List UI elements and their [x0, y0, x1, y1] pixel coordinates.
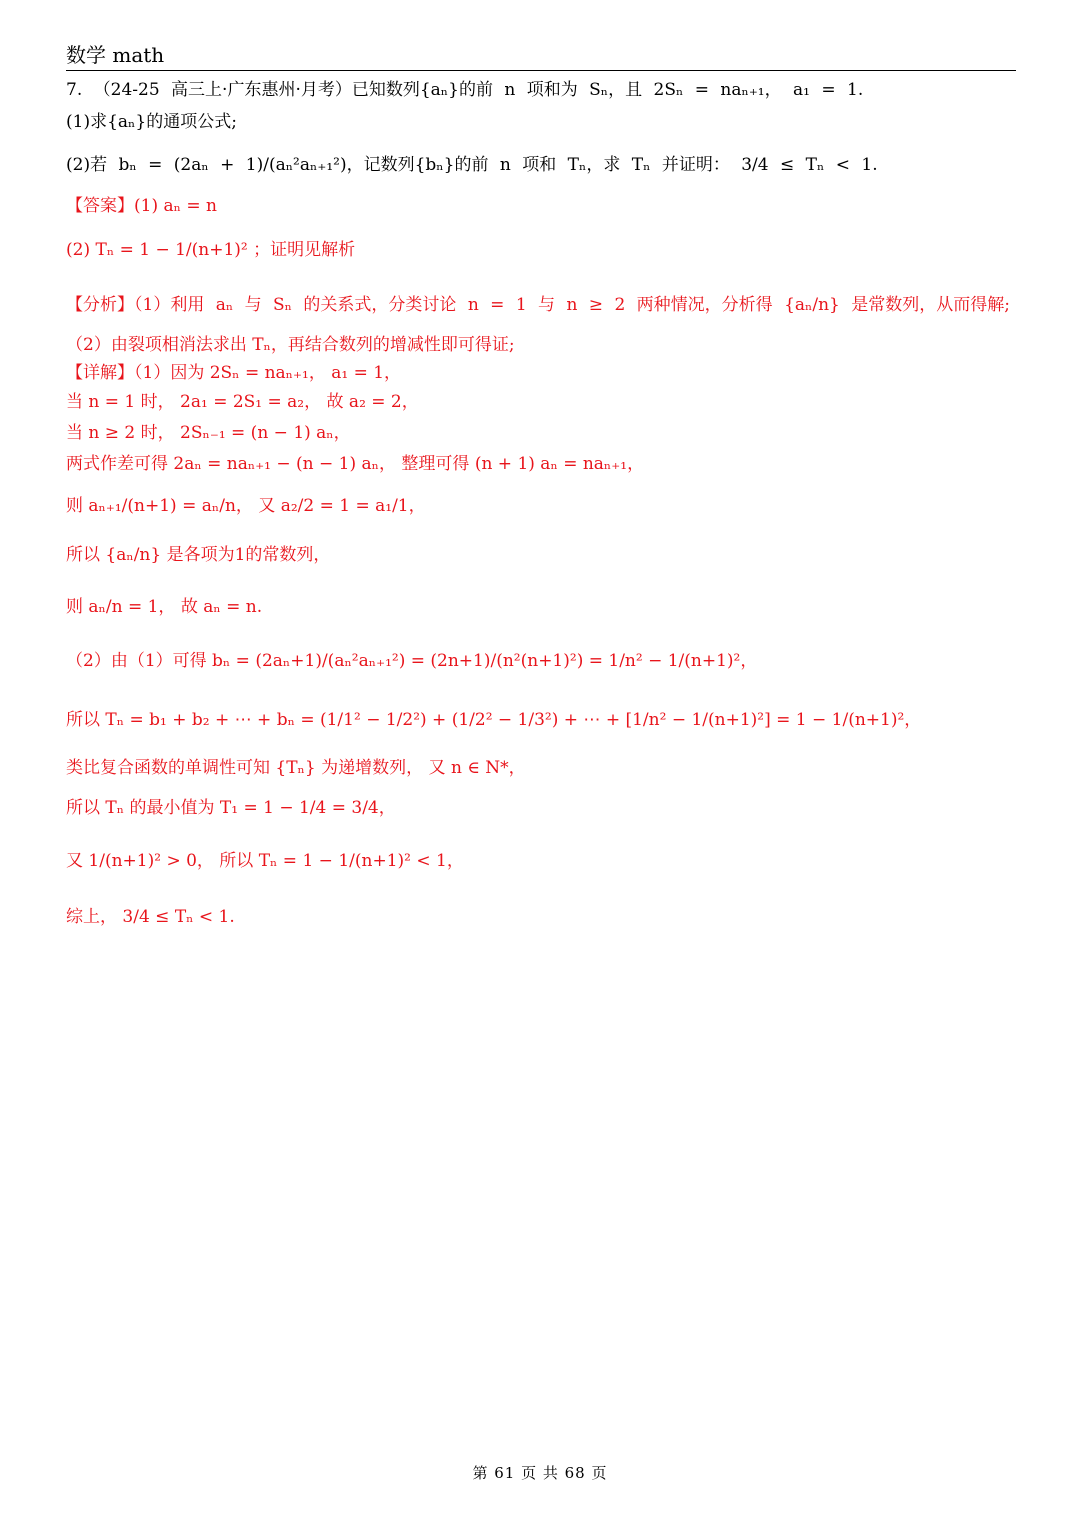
- detail-line1: 【详解】（1）因为 2Sₙ = naₙ₊₁， a₁ = 1，: [66, 363, 402, 383]
- detail-line12: 又 1/(n+1)² > 0， 所以 Tₙ = 1 − 1/(n+1)² < 1，: [66, 851, 464, 871]
- detail-line5: 则 aₙ₊₁/(n+1) = aₙ/n， 又 a₂/2 = 1 = a₁/1，: [66, 496, 426, 516]
- detail-line8: （2）由（1）可得 bₙ = (2aₙ+1)/(aₙ²aₙ₊₁²) = (2n+1)/(n²(n+1)²) = 1/n² − 1/(n+1)²，: [66, 651, 758, 671]
- document-header-title: 数学 math: [66, 43, 165, 67]
- problem-part2: (2)若 bₙ = (2aₙ + 1)/(aₙ²aₙ₊₁²)，记数列{bₙ}的前 n 项和 Tₙ，求 Tₙ 并证明： 3/4 ≤ Tₙ < 1.: [66, 155, 878, 175]
- detail-line10: 类比复合函数的单调性可知 {Tₙ} 为递增数列， 又 n ∈ N*，: [66, 758, 526, 778]
- header-divider: [66, 70, 1016, 71]
- answer-line1: 【答案】(1) aₙ = n: [66, 196, 217, 216]
- detail-line6: 所以 {aₙ/n} 是各项为1的常数列，: [66, 545, 331, 565]
- detail-line2: 当 n = 1 时， 2a₁ = 2S₁ = a₂， 故 a₂ = 2，: [66, 392, 419, 412]
- detail-line13: 综上， 3/4 ≤ Tₙ < 1.: [66, 907, 235, 927]
- analysis-line2: （2）由裂项相消法求出 Tₙ，再结合数列的增减性即可得证;: [66, 335, 515, 355]
- problem-part1: (1)求{aₙ}的通项公式;: [66, 112, 237, 132]
- detail-line9: 所以 Tₙ = b₁ + b₂ + ⋯ + bₙ = (1/1² − 1/2²) + (1/2² − 1/3²) + ⋯ + [1/n² − 1/(n+1)²] = 1 − 1/(n+1)²，: [66, 710, 922, 730]
- detail-line7: 则 aₙ/n = 1， 故 aₙ = n.: [66, 597, 263, 617]
- answer-line2: (2) Tₙ = 1 − 1/(n+1)² ；证明见解析: [66, 240, 356, 260]
- page-footer: 第 61 页 共 68 页: [472, 1464, 608, 1482]
- detail-line3: 当 n ≥ 2 时， 2Sₙ₋₁ = (n − 1) aₙ，: [66, 423, 351, 443]
- analysis-line1: 【分析】（1）利用 aₙ 与 Sₙ 的关系式，分类讨论 n = 1 与 n ≥ 2 两种情况，分析得 {aₙ/n} 是常数列，从而得解;: [66, 295, 1011, 315]
- detail-line11: 所以 Tₙ 的最小值为 T₁ = 1 − 1/4 = 3/4，: [66, 798, 396, 818]
- detail-line4: 两式作差可得 2aₙ = naₙ₊₁ − (n − 1) aₙ， 整理可得 (n + 1) aₙ = naₙ₊₁，: [66, 454, 645, 474]
- problem-stem: 7. （24-25 高三上·广东惠州·月考）已知数列{aₙ}的前 n 项和为 Sₙ，且 2Sₙ = naₙ₊₁， a₁ = 1.: [66, 80, 864, 100]
